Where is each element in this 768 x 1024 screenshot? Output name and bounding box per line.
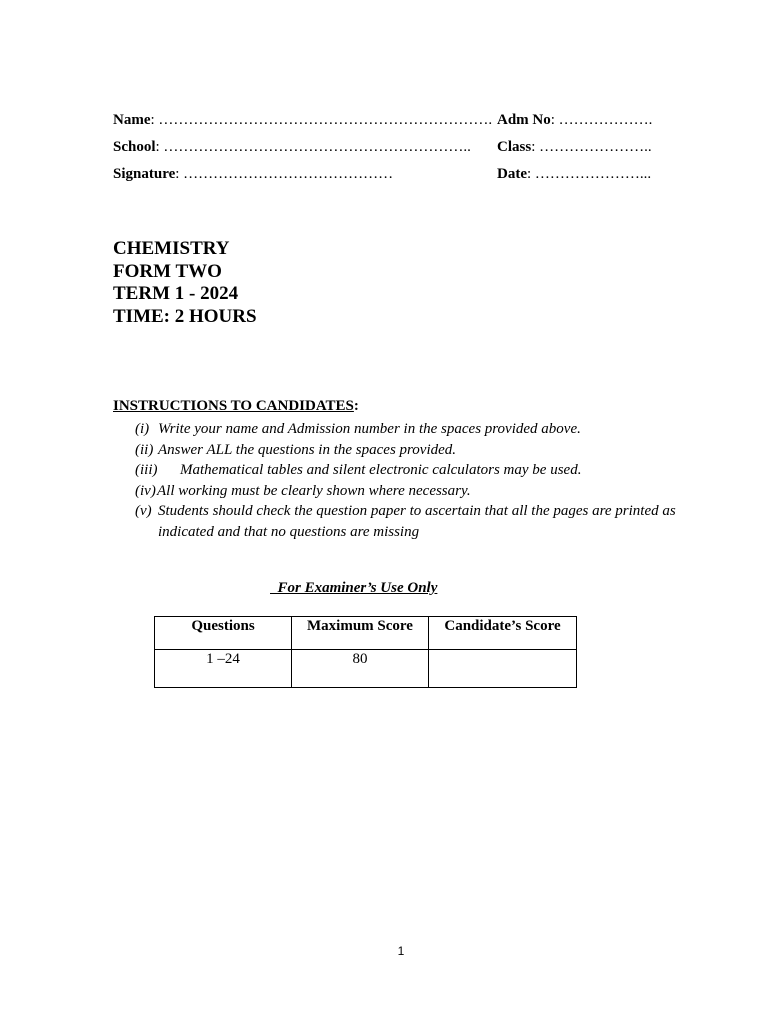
instructions-heading (113, 398, 359, 415)
term-title: TERM 1 - 2024 (113, 283, 239, 304)
examiner-use-heading: For Examiner’s Use Only (270, 580, 438, 596)
time-title: TIME: 2 HOURS (113, 305, 257, 327)
signature-label: Signature (113, 166, 176, 182)
instruction-number: (iii) (135, 462, 158, 478)
instruction-item (135, 501, 695, 542)
questions-cell: 1 –24 (155, 650, 292, 688)
signature-date-row (113, 166, 673, 186)
adm-no-dots: : ………………. (550, 112, 653, 128)
candidate-score-cell[interactable] (429, 650, 577, 688)
date-field[interactable] (497, 166, 651, 183)
max-score-cell: 80 (292, 650, 429, 688)
instruction-number: (ii) (135, 441, 154, 458)
instructions-list (135, 419, 695, 542)
instruction-item (135, 419, 695, 440)
instruction-text: Answer ALL the questions in the spaces provided. (158, 441, 457, 458)
score-table-header-row (155, 617, 577, 650)
name-dots: : …………………………………………………………. (150, 112, 493, 128)
instruction-text: Students should check the question paper to ascertain that all the pages are printed as indicated and that no questions are missing (158, 503, 676, 540)
score-table (154, 616, 577, 688)
date-dots: : …………………... (527, 166, 652, 182)
subject-title: CHEMISTRY (113, 238, 230, 259)
instruction-number: (v) (135, 503, 152, 519)
exam-title-block (113, 238, 257, 328)
instruction-number: (iv) (135, 482, 156, 499)
maximum-score-column-header: Maximum Score (292, 617, 429, 650)
instruction-text: Write your name and Admission number in the spaces provided above. (158, 421, 581, 437)
name-field[interactable] (113, 112, 492, 129)
school-dots: : …………………………………………………….. (155, 139, 471, 155)
instruction-item (135, 440, 695, 461)
name-adm-row (113, 112, 673, 132)
instruction-item (135, 460, 695, 481)
adm-no-label: Adm No (497, 112, 551, 128)
form-title: FORM TWO (113, 260, 222, 282)
class-field[interactable] (497, 139, 652, 156)
questions-column-header: Questions (155, 617, 292, 650)
page-number: 1 (397, 944, 405, 958)
class-label: Class (497, 139, 532, 155)
name-label: Name (113, 112, 151, 128)
instructions-heading-colon: : (353, 398, 359, 414)
date-label: Date (497, 166, 527, 182)
school-class-row (113, 139, 673, 159)
instruction-item (135, 481, 695, 502)
adm-no-field[interactable] (497, 112, 652, 129)
instruction-text: Mathematical tables and silent electronic calculators may be used. (180, 462, 582, 478)
instruction-text: All working must be clearly shown where necessary. (157, 482, 471, 499)
instructions-heading-text: INSTRUCTIONS TO CANDIDATES (113, 398, 354, 414)
candidate-score-column-header: Candidate’s Score (429, 617, 577, 650)
school-label: School (113, 139, 156, 155)
instruction-number: (i) (135, 421, 150, 437)
signature-field[interactable] (113, 166, 393, 183)
school-field[interactable] (113, 139, 471, 156)
class-dots: : ………………….. (531, 139, 652, 155)
table-row (155, 650, 577, 688)
signature-dots: : …………………………………… (175, 166, 394, 182)
